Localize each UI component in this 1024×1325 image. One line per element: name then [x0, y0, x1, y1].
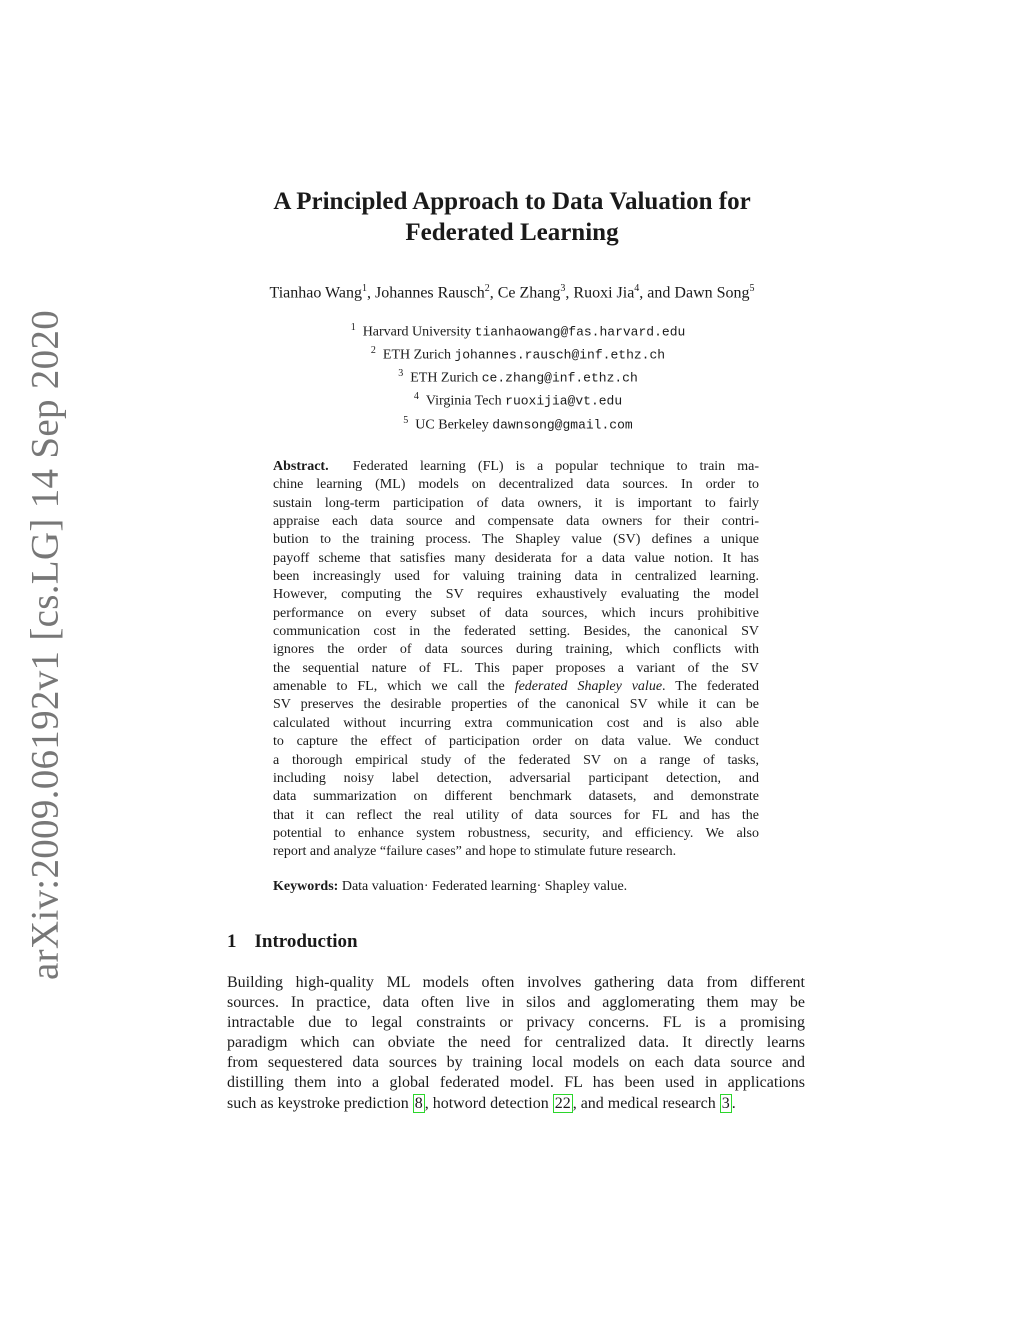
- text-segment: appraise each data source and compensate data owners for their contri-: [273, 514, 759, 530]
- text-segment: ignores the order of data sources during training, which conflicts with: [273, 642, 759, 658]
- text-segment: .: [731, 1094, 736, 1112]
- introduction-body: [227, 973, 805, 1114]
- text-segment: performance on every subset of data sources, which incurs prohibitive: [273, 605, 759, 621]
- text-segment: potential to enhance system robustness, security, and efficiency. We also: [273, 825, 759, 841]
- text-segment: data summarization on different benchmark datasets, and demonstrate: [273, 789, 759, 805]
- affiliation-mark: 3: [398, 368, 404, 380]
- text-line: [273, 568, 759, 586]
- text-segment: Federated learning (FL) is a popular technique to train ma-: [352, 459, 760, 474]
- keywords-label: Keywords:: [273, 879, 339, 894]
- section-heading: [227, 931, 358, 953]
- text-line: [273, 696, 759, 714]
- author-separator: , and: [639, 284, 675, 302]
- text-segment: However, computing the SV requires exhaustively evaluating the model: [273, 587, 759, 603]
- affiliation-line: [0, 388, 1024, 411]
- text-line: [227, 1053, 805, 1073]
- keywords: [273, 879, 627, 895]
- text-segment: SV preserves the desirable properties of the canonical SV while it can be: [273, 697, 759, 713]
- text-line: [273, 788, 759, 806]
- text-line: [227, 1013, 805, 1033]
- author-separator: ,: [489, 284, 498, 302]
- text-segment: chine learning (ML) models on decentralized data sources. In order to: [273, 477, 759, 493]
- citation-link[interactable]: 3: [721, 1094, 730, 1112]
- text-line: [273, 495, 759, 513]
- author-affiliation-mark: 5: [749, 283, 755, 294]
- text-line: [273, 843, 759, 861]
- section-title: Introduction: [254, 931, 358, 952]
- affiliation-line: [0, 319, 1024, 342]
- affiliation-institution: ETH Zurich: [382, 347, 451, 363]
- affiliation-institution: UC Berkeley: [415, 417, 489, 433]
- text-line: [273, 641, 759, 659]
- affiliation-institution: Virginia Tech: [425, 394, 502, 410]
- author-name: Tianhao Wang: [269, 284, 362, 302]
- text-segment: Building high-quality ML models often involves gathering data from different: [227, 974, 805, 991]
- author-separator: ,: [366, 284, 375, 302]
- author-name: Ruoxi Jia: [573, 284, 635, 302]
- text-line: [273, 733, 759, 751]
- text-segment: such as keystroke prediction: [227, 1094, 413, 1112]
- text-segment: including noisy label detection, adversarial participant detection, and: [273, 770, 759, 786]
- text-line: [273, 605, 759, 623]
- text-line: [273, 770, 759, 788]
- author-affiliation-mark: 1: [361, 283, 367, 294]
- text-segment: paradigm which can obviate the need for centralized data. It directly learns: [227, 1034, 805, 1052]
- title-line-2: Federated Learning: [405, 219, 619, 246]
- affiliation-email: tianhaowang@fas.harvard.edu: [474, 324, 686, 340]
- text-segment: sustain long-term participation of data owners, it is important to fairly: [273, 495, 759, 511]
- affiliation-line: [0, 412, 1024, 435]
- section-number: 1: [227, 931, 237, 952]
- text-line: [273, 513, 759, 531]
- author-separator: ,: [565, 284, 574, 302]
- author-name: Johannes Rausch: [374, 284, 485, 302]
- text-segment: , and medical research: [572, 1094, 720, 1112]
- text-segment: payoff scheme that satisfies many desiderata for a data value notion. It has: [273, 550, 759, 566]
- author-affiliation-mark: 3: [560, 283, 566, 294]
- abstract: [273, 458, 759, 862]
- text-line: [273, 825, 759, 843]
- affiliation-mark: 2: [370, 345, 376, 357]
- text-line: [273, 586, 759, 604]
- text-segment: distilling them into a global federated model. FL has been used in applications: [227, 1074, 805, 1092]
- affiliation-email: ruoxijia@vt.edu: [505, 394, 623, 410]
- text-line: [227, 1073, 805, 1093]
- text-segment: . The federated: [662, 679, 759, 695]
- author-list: [0, 283, 1024, 302]
- text-line: [273, 458, 759, 476]
- text-line: [273, 660, 759, 678]
- paper-title: [0, 186, 1024, 248]
- affiliation-email: johannes.rausch@inf.ethz.ch: [454, 347, 666, 363]
- affiliation-line: [0, 365, 1024, 388]
- text-segment: report and analyze “failure cases” and hope to stimulate future research.: [273, 844, 677, 860]
- author-name: Dawn Song: [674, 284, 750, 302]
- text-line: [273, 476, 759, 494]
- citation-link[interactable]: 22: [554, 1094, 571, 1112]
- affiliation-email: ce.zhang@inf.ethz.ch: [481, 370, 638, 386]
- text-segment: the sequential nature of FL. This paper proposes a variant of the SV: [273, 660, 759, 676]
- affiliation-institution: ETH Zurich: [410, 370, 479, 386]
- text-segment: from sequestered data sources by training local models on each data source and: [227, 1054, 805, 1072]
- arxiv-identifier-stamp: arXiv:2009.06192v1 [cs.LG] 14 Sep 2020: [23, 310, 67, 980]
- text-segment: been increasingly used for valuing training data in centralized learning.: [273, 569, 759, 585]
- text-line: [227, 973, 805, 993]
- text-line: [273, 550, 759, 568]
- text-segment: that it can reflect the real utility of data sources for FL and has the: [273, 807, 759, 823]
- affiliation-list: [0, 319, 1024, 435]
- text-segment: intractable due to legal constraints or privacy concerns. FL is a promising: [227, 1014, 805, 1032]
- affiliation-mark: 1: [350, 322, 356, 333]
- affiliation-mark: 4: [413, 391, 419, 403]
- affiliation-email: dawnsong@gmail.com: [492, 417, 633, 433]
- text-line: [273, 678, 759, 696]
- text-segment: calculated without incurring extra communication cost and is also able: [273, 715, 759, 731]
- title-line-1: A Principled Approach to Data Valuation for: [273, 188, 751, 215]
- text-line: [273, 715, 759, 733]
- text-line: [227, 993, 805, 1013]
- text-line: [273, 752, 759, 770]
- text-segment: bution to the training process. The Shapley value (SV) defines a unique: [273, 532, 759, 548]
- author-name: Ce Zhang: [497, 284, 561, 302]
- text-line: [227, 1033, 805, 1053]
- text-line: [273, 807, 759, 825]
- text-line: [273, 531, 759, 549]
- emphasized-term: federated Shapley value: [514, 679, 663, 695]
- affiliation-mark: 5: [403, 414, 409, 426]
- affiliation-line: [0, 342, 1024, 365]
- affiliation-institution: Harvard University: [362, 324, 472, 340]
- author-affiliation-mark: 2: [484, 283, 490, 294]
- keywords-text: Data valuation· Federated learning· Shapley value.: [341, 879, 628, 894]
- text-segment: , hotword detection: [424, 1094, 553, 1112]
- text-line: [273, 623, 759, 641]
- text-segment: sources. In practice, data often live in silos and agglomerating them may be: [227, 994, 805, 1012]
- text-segment: communication cost in the federated setting. Besides, the canonical SV: [273, 624, 759, 640]
- text-segment: a thorough empirical study of the federated SV on a range of tasks,: [273, 752, 759, 768]
- text-segment: to capture the effect of participation order on data value. We conduct: [273, 734, 759, 750]
- text-segment: amenable to FL, which we call the: [273, 679, 515, 695]
- author-affiliation-mark: 4: [634, 283, 640, 294]
- citation-link[interactable]: 8: [414, 1094, 423, 1112]
- text-line: [227, 1094, 805, 1114]
- abstract-label: Abstract.: [273, 459, 329, 474]
